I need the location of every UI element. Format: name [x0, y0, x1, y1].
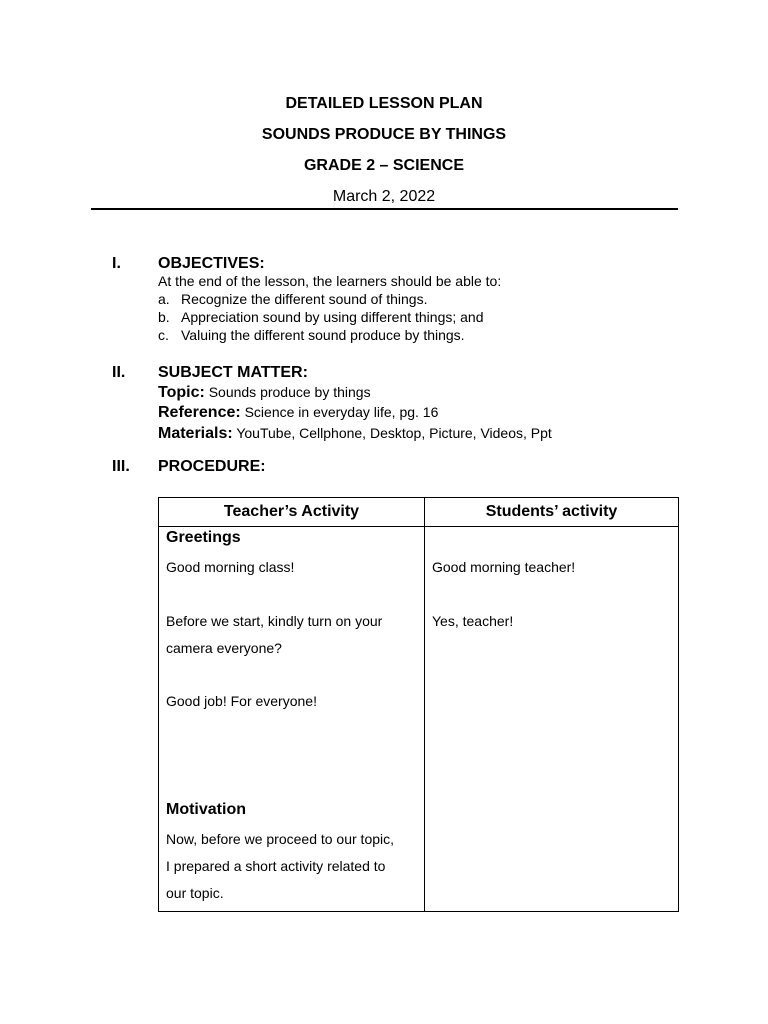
objectives-number: I.: [112, 255, 121, 272]
student-line: Good morning teacher!: [432, 559, 576, 575]
objectives-intro: At the end of the lesson, the learners should be able to:: [158, 273, 502, 289]
topic-line: [158, 384, 371, 402]
procedure-number: III.: [112, 458, 130, 475]
materials-label: Materials:: [158, 425, 233, 442]
greetings-heading: Greetings: [166, 529, 241, 546]
objective-text: Recognize the different sound of things.: [181, 291, 428, 307]
objective-text: Valuing the different sound produce by things.: [181, 327, 465, 343]
objective-marker: a.: [158, 291, 170, 307]
teacher-line: I prepared a short activity related to: [166, 858, 386, 874]
objective-text: Appreciation sound by using different things; and: [181, 309, 484, 325]
teacher-line: Good job! For everyone!: [166, 693, 317, 709]
lesson-date: March 2, 2022: [332, 188, 436, 205]
objectives-heading: OBJECTIVES:: [158, 255, 265, 272]
teacher-line: camera everyone?: [166, 640, 282, 656]
student-line: Yes, teacher!: [432, 613, 514, 629]
motivation-heading: Motivation: [166, 801, 246, 818]
objective-item: [158, 291, 427, 307]
header-divider: [91, 208, 678, 210]
topic-value: Sounds produce by things: [208, 384, 371, 400]
topic-label: Topic:: [158, 384, 205, 401]
students-activity-header: Students’ activity: [425, 498, 679, 527]
grade-subject: GRADE 2 – SCIENCE: [303, 157, 465, 174]
teacher-line: our topic.: [166, 885, 224, 901]
subject-matter-number: II.: [112, 364, 126, 381]
procedure-heading: PROCEDURE:: [158, 458, 266, 475]
teacher-activity-header: Teacher’s Activity: [159, 498, 425, 527]
doc-title: DETAILED LESSON PLAN: [285, 95, 483, 112]
teacher-activity-cell: [159, 527, 425, 912]
objective-marker: c.: [158, 327, 169, 343]
lesson-title: SOUNDS PRODUCE BY THINGS: [261, 126, 507, 143]
reference-line: [158, 404, 438, 422]
teacher-line: Before we start, kindly turn on your: [166, 613, 383, 629]
materials-value: YouTube, Cellphone, Desktop, Picture, Videos, Ppt: [236, 425, 552, 441]
subject-matter-heading: SUBJECT MATTER:: [158, 364, 308, 381]
table-header-row: [159, 498, 679, 527]
objective-marker: b.: [158, 309, 170, 325]
students-activity-cell: [425, 527, 679, 912]
procedure-table: [158, 497, 679, 912]
table-row: [159, 527, 679, 912]
reference-value: Science in everyday life, pg. 16: [244, 404, 439, 420]
objective-item: [158, 327, 465, 343]
teacher-line: Now, before we proceed to our topic,: [166, 831, 395, 847]
materials-line: [158, 425, 552, 443]
objective-item: [158, 309, 484, 325]
teacher-line: Good morning class!: [166, 559, 295, 575]
reference-label: Reference:: [158, 404, 241, 421]
